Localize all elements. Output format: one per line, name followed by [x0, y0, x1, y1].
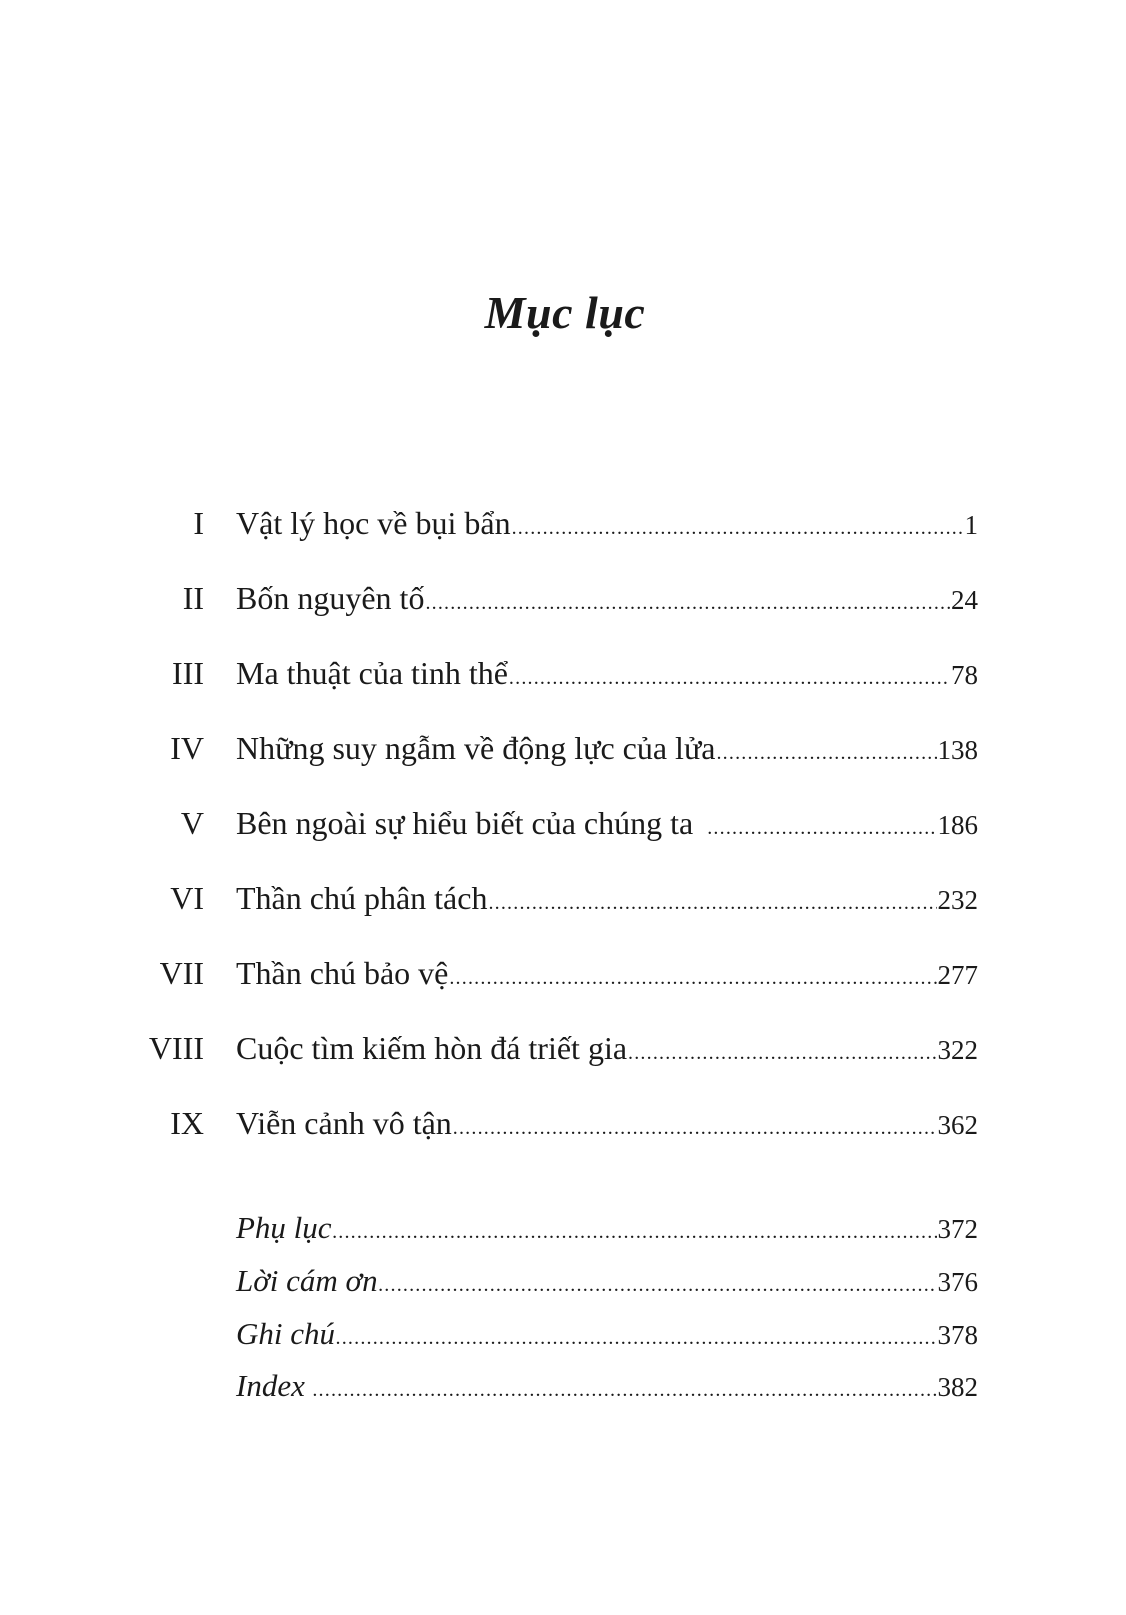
page-number: 378: [937, 1320, 978, 1350]
chapter-numeral: IX: [170, 1105, 204, 1141]
dot-leader: [453, 1108, 937, 1148]
toc-row-chapter-5[interactable]: [0, 803, 1126, 843]
page-number: 138: [937, 735, 978, 765]
chapter-numeral: VIII: [148, 1030, 204, 1066]
toc-row-chapter-7[interactable]: [0, 953, 1126, 993]
page-number: 372: [937, 1214, 978, 1244]
toc-row-chapter-4[interactable]: [0, 728, 1126, 768]
page-number: 277: [937, 960, 978, 990]
chapter-title: Bốn nguyên tố: [236, 580, 425, 616]
back-matter-title: Lời cám ơn: [236, 1263, 378, 1298]
chapter-numeral: II: [182, 580, 204, 616]
chapter-title: Cuộc tìm kiếm hòn đá triết gia: [236, 1030, 628, 1066]
page-number: 362: [937, 1110, 978, 1140]
chapter-title: Thần chú phân tách: [236, 880, 488, 916]
toc-row-chapter-9[interactable]: [0, 1103, 1126, 1143]
dot-leader: [628, 1033, 936, 1073]
chapter-title: Những suy ngẫm về động lực của lửa: [236, 730, 716, 766]
toc-row-chapter-8[interactable]: [0, 1028, 1126, 1068]
toc-row-index[interactable]: [0, 1366, 1126, 1406]
page-number: 186: [937, 810, 978, 840]
back-matter-title: Index: [236, 1368, 305, 1403]
toc-row-chapter-6[interactable]: [0, 878, 1126, 918]
dot-leader: [379, 1265, 937, 1305]
chapter-title: Thần chú bảo vệ: [236, 955, 449, 991]
dot-leader: [313, 1370, 937, 1410]
chapter-title: Vật lý học về bụi bẩn: [236, 505, 511, 541]
chapter-numeral: III: [172, 655, 204, 691]
page-number: 232: [937, 885, 978, 915]
chapter-numeral: I: [193, 505, 204, 541]
page-number: 1: [964, 510, 978, 540]
dot-leader: [333, 1212, 937, 1252]
dot-leader: [716, 733, 936, 773]
chapter-title: Viễn cảnh vô tận: [236, 1105, 452, 1141]
dot-leader: [425, 583, 950, 623]
chapter-title: Bên ngoài sự hiểu biết của chúng ta: [236, 805, 694, 841]
page-number: 382: [937, 1372, 978, 1402]
page-number: 24: [951, 585, 978, 615]
chapter-title: Ma thuật của tinh thể: [236, 655, 508, 691]
toc-row-chapter-1[interactable]: [0, 503, 1126, 543]
back-matter-title: Phụ lục: [236, 1210, 332, 1245]
toc-row-chapter-2[interactable]: [0, 578, 1126, 618]
dot-leader: [449, 958, 936, 998]
chapter-numeral: V: [180, 805, 204, 841]
page-number: 376: [937, 1267, 978, 1297]
dot-leader: [336, 1318, 936, 1358]
toc-row-notes[interactable]: [0, 1314, 1126, 1354]
dot-leader: [707, 808, 936, 848]
dot-leader: [512, 508, 964, 548]
dot-leader: [509, 658, 950, 698]
page-number: 322: [937, 1035, 978, 1065]
toc-row-chapter-3[interactable]: [0, 653, 1126, 693]
toc-row-acknowledgements[interactable]: [0, 1261, 1126, 1301]
chapter-numeral: VII: [159, 955, 204, 991]
toc-row-appendix[interactable]: [0, 1208, 1126, 1248]
chapter-numeral: VI: [170, 880, 204, 916]
back-matter-title: Ghi chú: [236, 1316, 336, 1351]
page-title: Mục lục: [484, 287, 646, 338]
chapter-numeral: IV: [170, 730, 204, 766]
page-number: 78: [951, 660, 978, 690]
dot-leader: [488, 883, 936, 923]
